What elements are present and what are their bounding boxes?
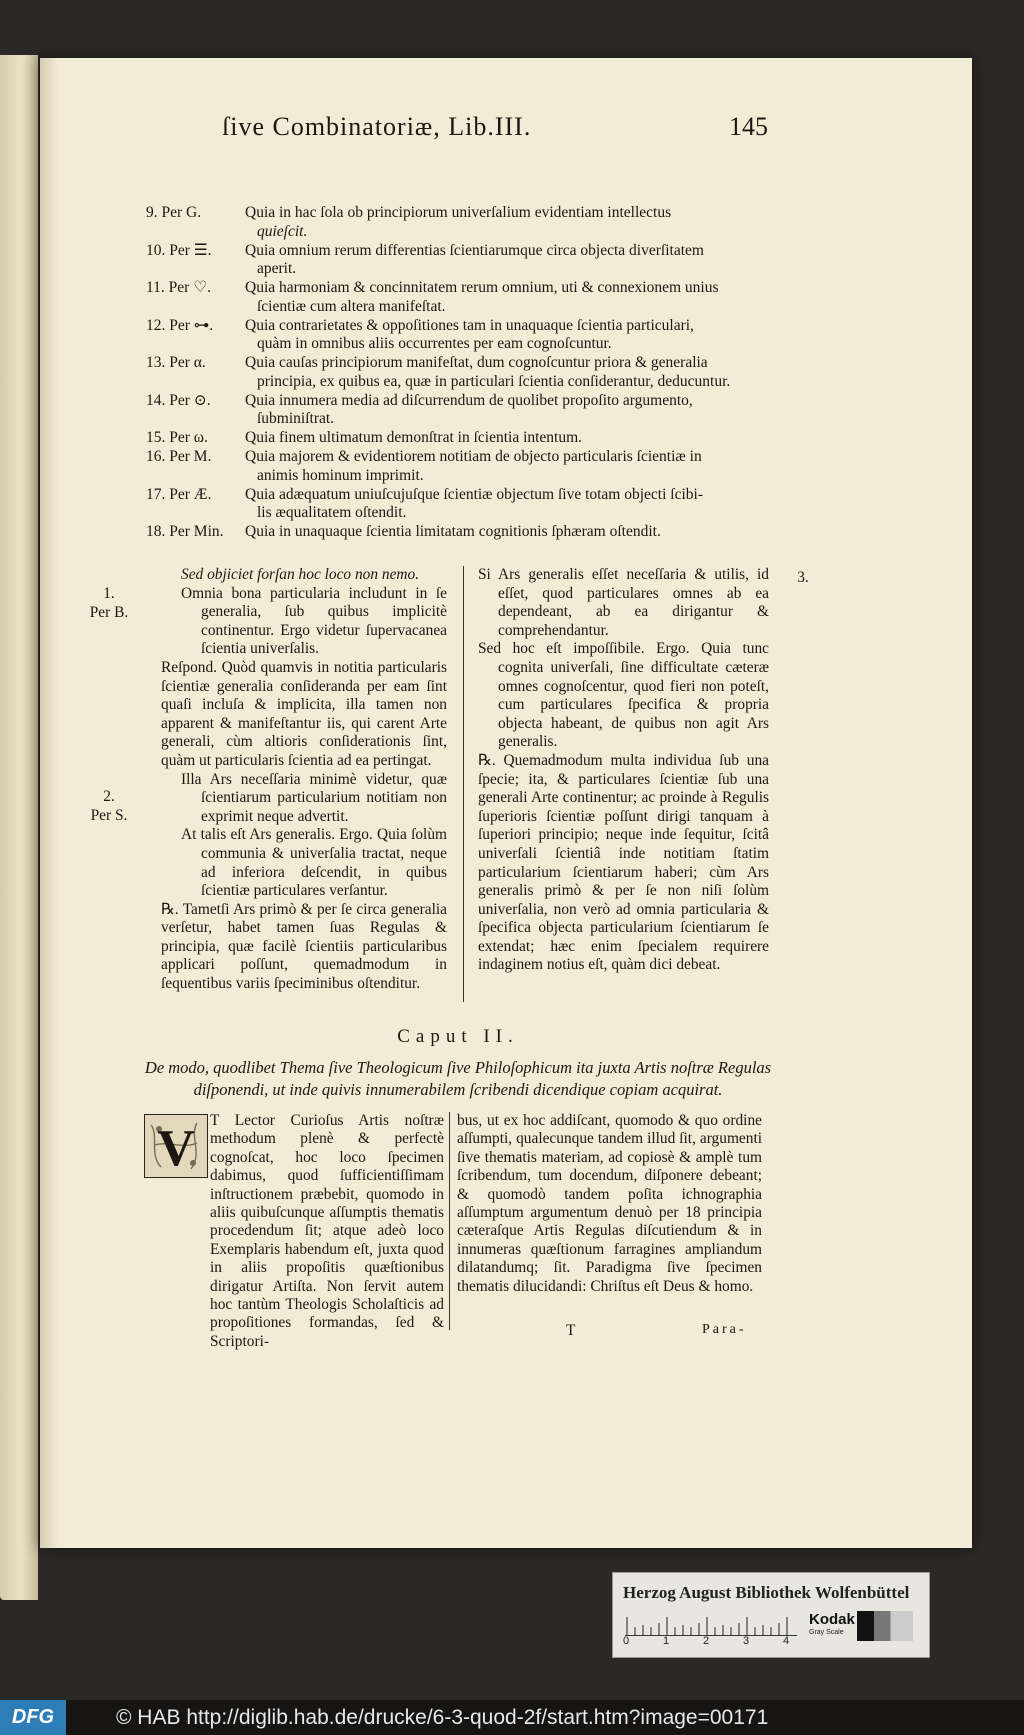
ruler xyxy=(625,1613,797,1636)
response-1: Reſpond. Quòd quamvis in notitia particularis ſcientiæ generalia conſideranda per eam ſint quaſi incluſa & implicita, illa tamen non apparent & manifeſtantur iis, qui carent Arte generali, cùm altioris conſiderationis ſint, quàm ut particularis ſcientia ad ea pertingat. xyxy=(161,658,447,769)
column-divider-top xyxy=(463,566,464,1002)
library-color-card: Herzog August Bibliothek Wolfenbüttel 0 1 2 3 4 Kodak Gray Scale xyxy=(612,1572,930,1658)
response-2: ℞. Tametſi Ars primò & per ſe circa generalia verſetur, habet tamen ſuas Regulas & principia, quæ facilè ſcientiis particularibus applicari poſſunt, quemadmodum in ſequentibus variis ſpeciminibus oſtenditur. xyxy=(161,900,447,993)
gray-scale-swatch xyxy=(857,1611,913,1641)
body-left-column xyxy=(140,1112,444,1351)
previous-page-edge xyxy=(0,55,38,1600)
margin-note-1-per-b: Per B. xyxy=(89,604,129,621)
list-item: 11. Per ♡. Quia harmoniam & concinnitatem rerum omnium, uti & connexionem unius ſcientiæ cum altera manifeſtat. xyxy=(146,279,719,315)
margin-note-1: 1. xyxy=(103,585,115,602)
list-item: 15. Per ω. Quia finem ultimatum demonſtrat in ſcientia intentum. xyxy=(146,429,583,446)
list-item: 16. Per M. Quia majorem & evidentiorem notitiam de objecto particularis ſcientiæ in animis hominum imprimit. xyxy=(146,448,702,484)
principle-list xyxy=(146,204,770,542)
page-number: 145 xyxy=(729,112,768,141)
signature-mark: T xyxy=(566,1322,576,1339)
body-right-column: bus, ut ex hoc addiſcant, quomodo & quo ordine aſſumpti, qualecunque tandem illud ſit, argumenti ſive thematis materiam, ad copiosè & amplè tum ſcribendum, tum docendum, diſponere debeant; & quomodò tandem poſita ichnographia aſſumptum argumentum denuò per 18 principia cæteraſque Artis Regulas diſcutiendum & in innumeras quæſtionum farragines ampliandum dilatandumq; ſit. Paradigma ſive ſpecimen thematis dilucidandi: Chriſtus eſt Deus & homo. xyxy=(457,1112,762,1295)
ruler-ticks-icon xyxy=(625,1613,797,1635)
list-item: 10. Per ☰. Quia omnium rerum differentias ſcientiarumque circa objecta diverſitatem aperit. xyxy=(146,241,704,277)
gray-scale-label: Gray Scale xyxy=(809,1629,844,1636)
response-3: ℞. Quemadmodum multa individua ſub una ſpecie; ita, & particulares ſcientiæ ſub una generali Arte continentur; ac proinde à Regulis ſuperioris ſcientiæ poſſunt dirigi tanquam à ſuperiori principio; neque inde ſequitur, ſcitâ univerſali ſcientiâ inde notitiam ſtatim particularium ſcientiarum haberi; cùm Ars generalis primò & per ſe non niſi ſolùm univerſalia, non verò ad omnia particularia & ſpecifica objecta particularium ſcientiarum ſe extendat; hæc enim ſpecialem requirere indaginem notius eſt, quàm dici debeat. xyxy=(478,751,769,974)
list-item: 17. Per Æ. Quia adæquatum uniuſcujuſque ſcientiæ objectum ſive totam objecti ſcibi- lis æqualitatem oſtendit. xyxy=(146,485,704,521)
catchword: Para- xyxy=(702,1322,747,1337)
kodak-label: Kodak xyxy=(809,1611,855,1628)
objection-3: Si Ars generalis eſſet neceſſaria & utilis, id eſſet, quod particulares omnes ab ea dependeant, ab ea dirigantur & comprehendantur. xyxy=(478,566,769,639)
objection-1: Omnia bona particularia includunt in ſe generalia, ſub quibus implicitè continentur. Ergo videtur ſupervacanea ſcientia univerſalis. xyxy=(181,584,447,658)
running-head-title: ſive Combinatoriæ, Lib.III. xyxy=(222,112,532,141)
list-item: 18. Per Min. Quia in unaquaque ſcientia limitatam cognitionis ſphæram oſtendit. xyxy=(146,523,661,540)
list-item: 14. Per ⊙. Quia innumera media ad diſcurrendum de quolibet propoſito argumento, ſubminiſtrat. xyxy=(146,391,693,427)
objection-2b: At talis eſt Ars generalis. Ergo. Quia ſolùm communia & univerſalia tractat, neque ad inferiora deſcendit, in quibus ſcientiæ particulares verſantur. xyxy=(181,826,447,900)
objection-3b: Sed hoc eſt impoſſibile. Ergo. Quia tunc cognita univerſali, ſine difficultate cæteræ omnes cognoſcentur, quod fieri non poteſt, cum particulares ſpecifica & propria objecta habeant, de quibus non agit Ars generalis. xyxy=(478,640,769,751)
margin-note-2-per-s: Per S. xyxy=(90,807,128,824)
running-head xyxy=(182,108,768,146)
objection-2: Illa Ars neceſſaria minimè videtur, quæ ſcientiarum particularium notitiam non exprimit neque advertit. xyxy=(181,770,447,825)
list-item: 9. Per G. Quia in hac ſola ob principiorum univerſalium evidentiam intellectus quieſcit. xyxy=(146,204,672,240)
footer-credit: © HAB http://diglib.hab.de/drucke/6-3-quod-2f/start.htm?image=00171 xyxy=(116,1706,769,1729)
dfg-logo: DFG xyxy=(0,1700,66,1735)
right-column xyxy=(478,566,769,975)
chapter-description: De modo, quodlibet Thema ſive Theologicum ſive Philoſophicum ita juxta Artis noſtræ Regulas diſponendi, ut inde quivis innumerabilem ſcribendi dicendique copiam acquirat. xyxy=(144,1058,772,1099)
margin-note-2: 2. xyxy=(103,788,115,805)
objection-heading: Sed objiciet forſan hoc loco non nemo. xyxy=(181,566,420,583)
column-divider-bottom xyxy=(449,1112,450,1330)
footer-bar xyxy=(0,1700,1024,1735)
margin-note-3: 3. xyxy=(797,569,809,586)
list-item: 12. Per ⊶. Quia contrarietates & oppoſitiones tam in unaquaque ſcientia particulari, quàm in omnibus aliis occurrentes per eam cognoſcuntur. xyxy=(146,316,694,352)
dropcap-letter: V xyxy=(157,1120,195,1177)
chapter-heading: Caput II. xyxy=(397,1026,519,1047)
left-column xyxy=(161,566,447,994)
list-item: 13. Per α. Quia cauſas principiorum manifeſtat, dum cognoſcuntur priora & generalia principia, ex quibus ea, quæ in particulari ſcientia conſiderantur, deducuntur. xyxy=(146,354,731,390)
body-left-text: T Lector Curioſus Artis noſtræ methodum plenè & perfectè cognoſcat, hoc loco ſpecimen dabimus, quod ſufficientiſſimam inſtructionem præbebit, quomodo in aliis quibuſcunque aſſumptis thematis procedendum ſit; atque adeò loco Exemplaris habendum eſt, juxta quod in aliis propoſitis quæſtionibus dirigatur Artiſta. Non ſervit autem hoc tantùm Theologis Scholaſticis ad propoſitiones formandas, ſed & Scriptori- xyxy=(210,1112,444,1350)
library-name: Herzog August Bibliothek Wolfenbüttel xyxy=(623,1583,910,1602)
